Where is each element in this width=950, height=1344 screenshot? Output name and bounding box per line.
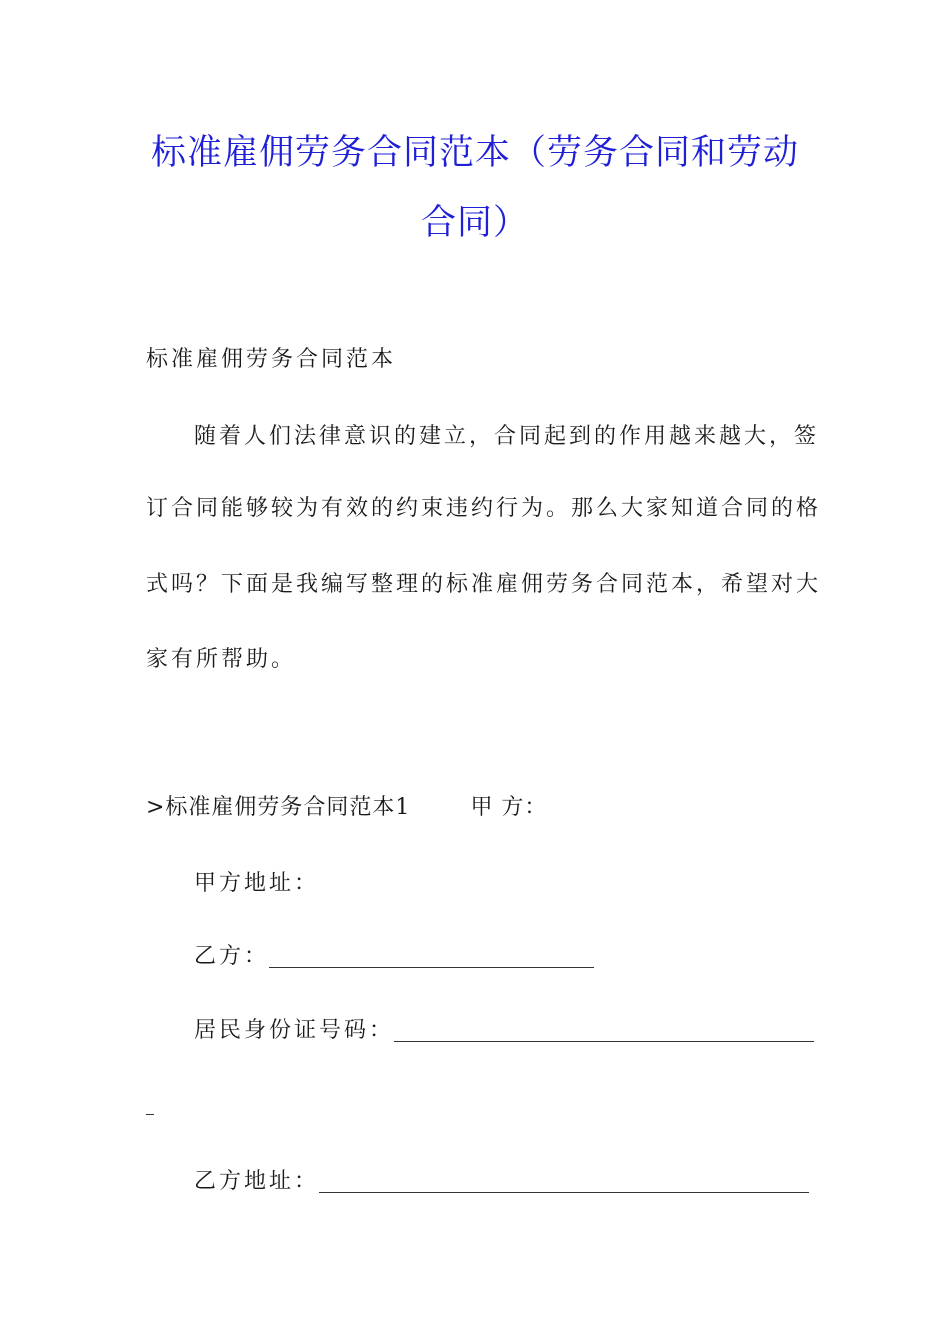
id-number-blank-continuation	[146, 1114, 154, 1115]
party-b-row	[194, 946, 594, 968]
document-title-line-1: 标准雇佣劳务合同范本（劳务合同和劳动	[150, 133, 799, 173]
party-b-label: 乙方：	[194, 944, 270, 969]
id-number-blank	[394, 1021, 814, 1042]
id-number-row	[194, 1020, 814, 1042]
party-b-address-row	[194, 1171, 809, 1193]
section-heading: 标准雇佣劳务合同范本	[146, 347, 397, 372]
intro-line-4: 家有所帮助。	[146, 647, 297, 672]
party-a-address-label: 甲方地址：	[194, 871, 320, 896]
contract-title: >标准雇佣劳务合同范本1	[146, 795, 411, 820]
id-number-label: 居民身份证号码：	[194, 1018, 395, 1043]
party-b-address-blank	[319, 1172, 809, 1193]
party-a-label: 甲 方：	[470, 795, 548, 820]
party-b-blank	[269, 947, 594, 968]
intro-line-1: 随着人们法律意识的建立，合同起到的作用越来越大，签	[194, 424, 820, 449]
intro-line-2: 订合同能够较为有效的约束违约行为。那么大家知道合同的格	[146, 496, 822, 521]
document-title-line-2: 合同）	[420, 203, 529, 243]
contract-heading	[146, 797, 547, 819]
party-b-address-label: 乙方地址：	[194, 1169, 320, 1194]
intro-line-3: 式吗？下面是我编写整理的标准雇佣劳务合同范本，希望对大	[146, 572, 822, 597]
